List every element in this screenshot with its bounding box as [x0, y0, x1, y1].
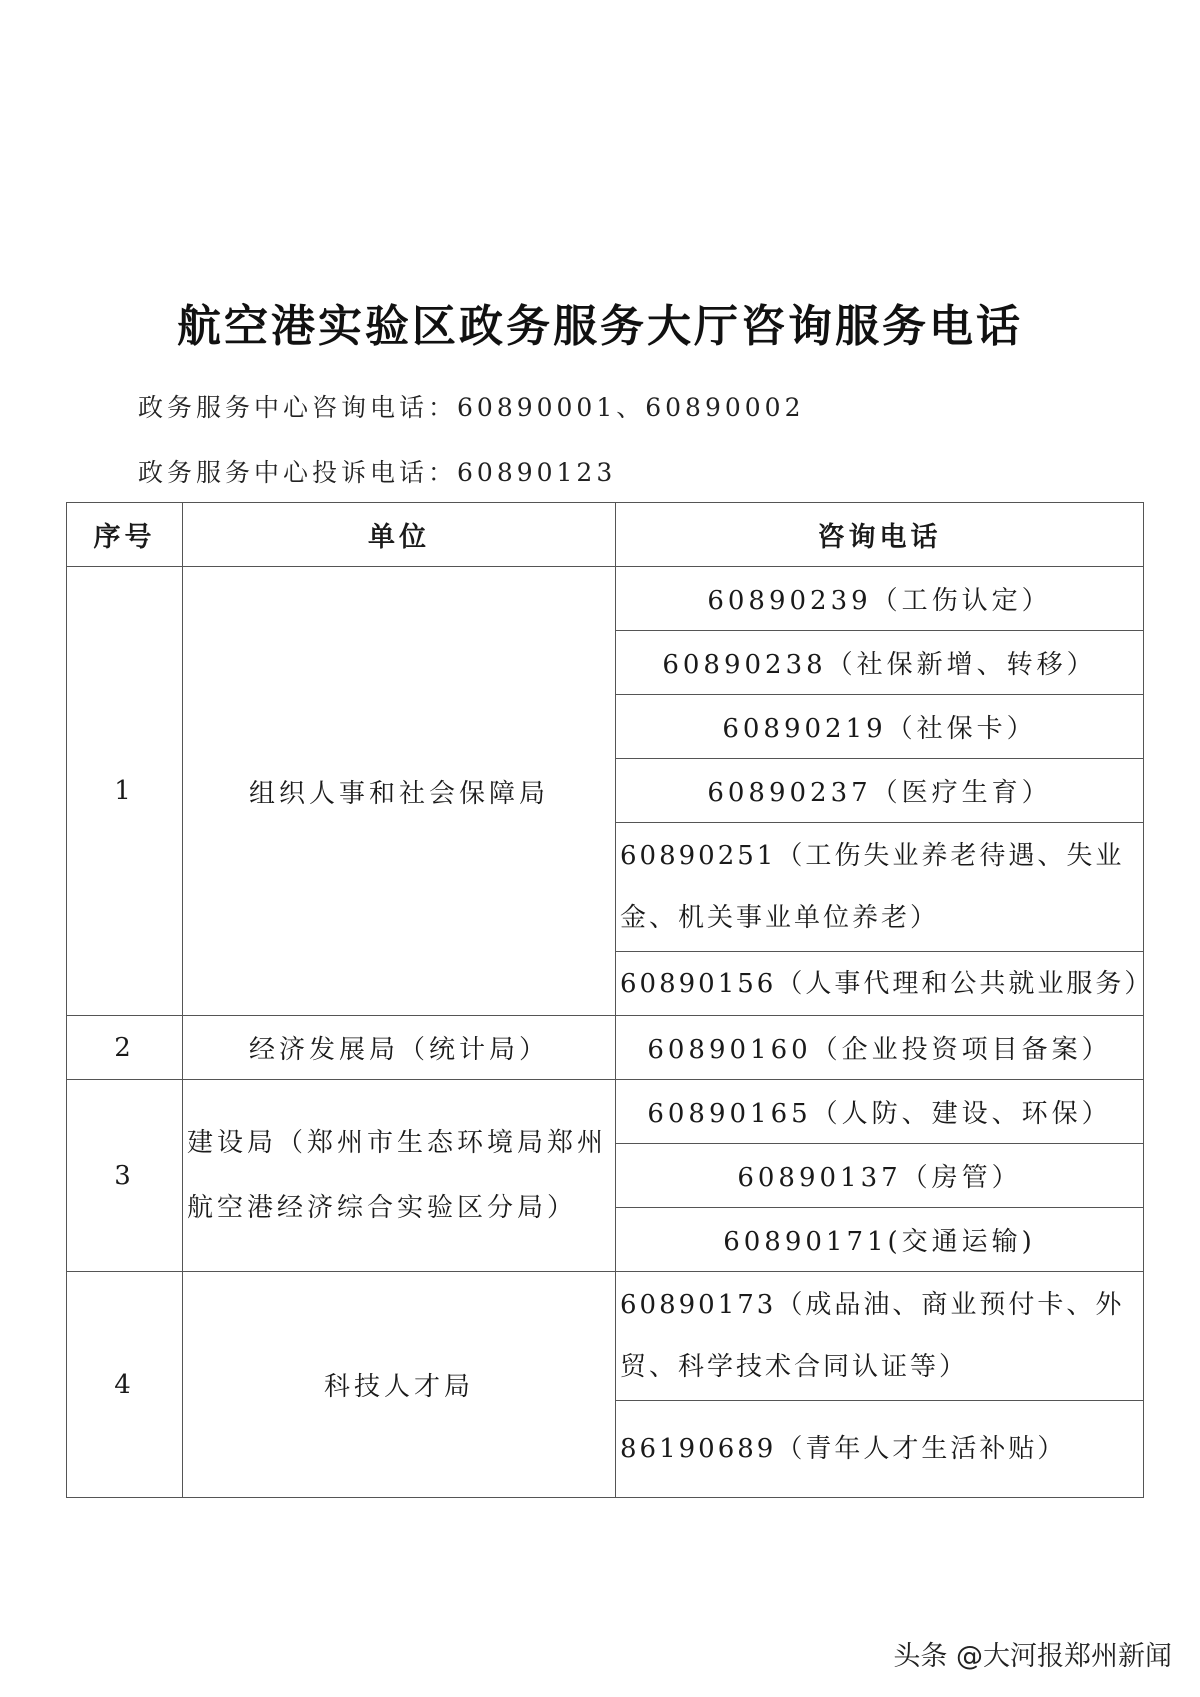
table-row — [67, 1272, 1144, 1401]
row-phone: 60890171(交通运输) — [616, 1208, 1144, 1272]
table-row — [67, 1016, 1144, 1080]
row-phone: 60890137（房管） — [616, 1144, 1144, 1208]
table-header-row — [67, 503, 1144, 567]
row-phone: 60890238（社保新增、转移） — [616, 631, 1144, 695]
page-title: 航空港实验区政务服务大厅咨询服务电话 — [177, 301, 1023, 352]
header-seq: 序号 — [67, 503, 183, 567]
row-phone: 60890237（医疗生育） — [616, 759, 1144, 823]
row-phone: 60890160（企业投资项目备案） — [616, 1016, 1144, 1080]
row-phone: 60890219（社保卡） — [616, 695, 1144, 759]
header-unit: 单位 — [183, 503, 616, 567]
complaint-phone-line: 政务服务中心投诉电话：60890123 — [138, 458, 617, 487]
consult-phone-line: 政务服务中心咨询电话：60890001、60890002 — [138, 393, 805, 422]
row-phone: 86190689（青年人才生活补贴） — [616, 1401, 1144, 1498]
row-phone: 60890165（人防、建设、环保） — [616, 1080, 1144, 1144]
row-phone: 60890251（工伤失业养老待遇、失业金、机关事业单位养老） — [616, 823, 1144, 952]
header-phone: 咨询电话 — [616, 503, 1144, 567]
row-seq: 2 — [67, 1016, 183, 1080]
row-phone: 60890173（成品油、商业预付卡、外贸、科学技术合同认证等） — [616, 1272, 1144, 1401]
table-row — [67, 1080, 1144, 1144]
row-seq: 1 — [67, 567, 183, 1016]
row-phone: 60890156（人事代理和公共就业服务） — [616, 952, 1144, 1016]
table-row — [67, 567, 1144, 631]
row-unit: 经济发展局（统计局） — [183, 1016, 616, 1080]
row-unit: 科技人才局 — [183, 1272, 616, 1498]
contact-table — [66, 502, 1154, 1498]
row-seq: 4 — [67, 1272, 183, 1498]
row-unit: 建设局（郑州市生态环境局郑州航空港经济综合实验区分局） — [183, 1080, 616, 1272]
row-unit: 组织人事和社会保障局 — [183, 567, 616, 1016]
row-seq: 3 — [67, 1080, 183, 1272]
row-phone: 60890239（工伤认定） — [616, 567, 1144, 631]
source-watermark: 头条 @大河报郑州新闻 — [893, 1641, 1172, 1672]
